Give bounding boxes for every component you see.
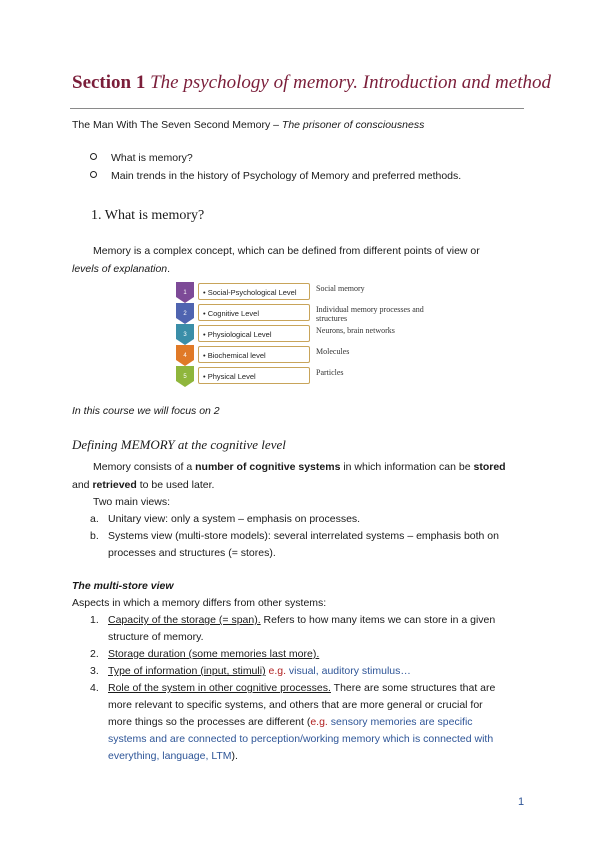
level-row [176, 303, 436, 324]
view-b-label: b. [90, 530, 99, 542]
aspect-item-1: Capacity of the storage (= span). Refers to how many items we can store in a given [108, 614, 496, 626]
level-label: • Social-Psychological Level [198, 283, 310, 300]
level-chevron-icon [176, 324, 194, 345]
view-b-line-1: Systems view (multi-store models): several interrelated systems – emphasis both on [108, 530, 499, 542]
svg-text:1: 1 [183, 290, 187, 296]
aspect-item-4-line-5: everything, language, LTM). [108, 750, 238, 762]
bullet-item: Main trends in the history of Psychology of Memory and preferred methods. [90, 170, 461, 182]
page-title [72, 72, 551, 94]
list-number: 4. [90, 682, 99, 694]
level-description: Particles [316, 368, 344, 377]
list-number: 3. [90, 665, 99, 677]
intro-line-1: Memory is a complex concept, which can be defined from different points of view or [93, 245, 480, 257]
level-label: • Physiological Level [198, 325, 310, 342]
focus-note: In this course we will focus on 2 [72, 405, 220, 417]
levels-diagram [176, 282, 436, 390]
section-title: The psychology of memory. Introduction and method [150, 72, 551, 93]
heading-what-is-memory: 1. What is memory? [91, 208, 205, 223]
level-chevron-icon [176, 345, 194, 366]
circle-bullet-icon [90, 171, 97, 178]
view-a-label: a. [90, 513, 99, 525]
level-description: Neurons, brain networks [316, 326, 395, 335]
aspects-intro: Aspects in which a memory differs from other systems: [72, 597, 327, 609]
level-label: • Biochemical level [198, 346, 310, 363]
svg-text:4: 4 [183, 353, 187, 359]
level-row [176, 366, 436, 387]
view-b-line-2: processes and structures (= stores). [108, 547, 276, 559]
circle-bullet-icon [90, 153, 97, 160]
level-label: • Physical Level [198, 367, 310, 384]
aspect-item-4: Role of the system in other cognitive processes. There are some structures that are [108, 682, 496, 694]
intro-line-2: levels of explanation. [72, 263, 171, 275]
subtitle: The Man With The Seven Second Memory – The prisoner of consciousness [72, 119, 425, 131]
list-number: 2. [90, 648, 99, 660]
heading-cognitive-level: Defining MEMORY at the cognitive level [72, 437, 286, 452]
section-label: Section 1 [72, 72, 146, 93]
aspect-item-4-line-2: more relevant to specific systems, and others that are more general or crucial for [108, 699, 483, 711]
view-a: Unitary view: only a system – emphasis on processes. [108, 513, 361, 525]
level-chevron-icon [176, 282, 194, 303]
aspect-item-1-cont: structure of memory. [108, 631, 204, 643]
level-row [176, 282, 436, 303]
aspect-item-4-line-4: systems and are connected to perception/working memory which is connected with [108, 733, 494, 745]
level-row [176, 345, 436, 366]
title-divider [70, 108, 524, 109]
level-description: Molecules [316, 347, 350, 356]
two-views-label: Two main views: [93, 496, 171, 508]
svg-text:2: 2 [183, 311, 187, 317]
aspect-item-4-line-3: more things so the processes are different (e.g. sensory memories are specific [108, 716, 473, 728]
level-chevron-icon [176, 303, 194, 324]
cognitive-line-1: Memory consists of a number of cognitive systems in which information can be stored [93, 461, 506, 473]
level-chevron-icon [176, 366, 194, 387]
svg-text:3: 3 [183, 332, 187, 338]
svg-text:5: 5 [183, 374, 187, 380]
aspect-item-3: Type of information (input, stimuli) e.g. visual, auditory stimulus… [108, 665, 411, 677]
level-row [176, 324, 436, 345]
cognitive-line-2: and retrieved to be used later. [72, 479, 215, 491]
aspect-item-2: Storage duration (some memories last more). [108, 648, 320, 660]
list-number: 1. [90, 614, 99, 626]
page-number: 1 [518, 796, 525, 808]
level-label: • Cognitive Level [198, 304, 310, 321]
level-description: Social memory [316, 284, 365, 293]
level-description: Individual memory processes and structures [316, 305, 424, 323]
bullet-item: What is memory? [90, 152, 193, 164]
multistore-heading: The multi-store view [72, 580, 174, 592]
